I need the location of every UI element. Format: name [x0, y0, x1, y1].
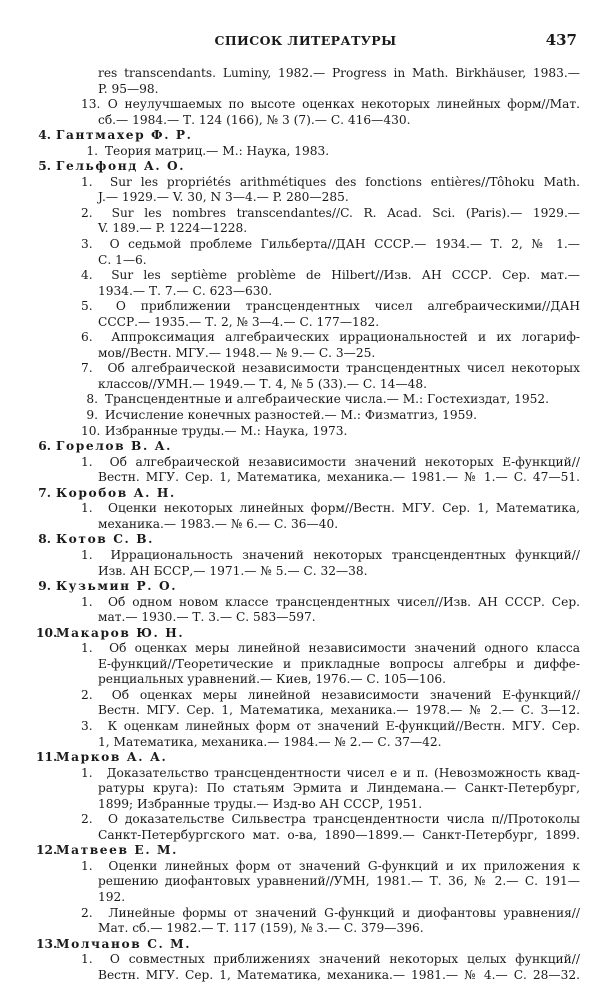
entry-continuation: 192. — [98, 889, 126, 904]
entry-number: 9. — [86, 408, 98, 423]
entry-number: 13. — [81, 97, 101, 112]
author-name: Горелов В. А. — [56, 439, 173, 454]
reference-entry — [36, 952, 580, 968]
author-heading — [36, 532, 580, 548]
entry-continuation: Вестн. МГУ. Сер. 1, Математика, механика.— 1978.— № 2.— С. 3—12. — [98, 703, 580, 718]
entry-text: Избранные труды.— М.: Наука, 1973. — [104, 423, 348, 438]
reference-entry — [36, 455, 580, 471]
author-name: Гантмахер Ф. Р. — [56, 128, 193, 143]
reference-entry — [36, 175, 580, 191]
entry-text: Иррациональность значений некоторых трансцендентных функций// — [110, 547, 580, 562]
entry-text: Линейные формы от значений G-функций и диофантовы уравнения// — [108, 905, 580, 920]
entry-number: 3. — [81, 718, 93, 733]
entry-text: Оценки некоторых линейных форм//Вестн. МГУ. Сер. 1, Математика, — [108, 501, 580, 516]
author-name: Марков А. А. — [56, 750, 168, 765]
author-number: 4. — [38, 128, 51, 143]
author-name: Молчанов С. М. — [56, 936, 192, 951]
reference-entry — [36, 237, 580, 253]
entry-continuation: 1934.— Т. 7.— С. 623—630. — [98, 283, 273, 298]
entry-number: 2. — [81, 812, 93, 827]
entry-continuation: ренциальных уравнений.— Киев, 1976.— С. 105—106. — [98, 672, 447, 687]
entry-text: О неулучшаемых по высоте оценках некоторых линейных форм//Мат. — [107, 97, 580, 112]
author-number: 13. — [36, 936, 58, 951]
entry-number: 1. — [81, 641, 93, 656]
reference-entry — [36, 268, 580, 284]
author-name: Кузьмин Р. О. — [56, 579, 178, 594]
entry-continuation: Мат. сб.— 1982.— Т. 117 (159), № 3.— С. 379—396. — [98, 921, 424, 936]
entry-continuation: классов//УМН.— 1949.— Т. 4, № 5 (33).— С. 14—48. — [98, 376, 428, 391]
reference-entry — [36, 299, 580, 315]
entry-number: 1. — [81, 858, 93, 873]
entry-number: 2. — [81, 205, 93, 220]
author-number: 12. — [36, 843, 58, 858]
reference-entry — [36, 906, 580, 922]
reference-entry — [36, 144, 580, 160]
entry-continuation: СССР.— 1935.— Т. 2, № 3—4.— С. 177—182. — [98, 314, 380, 329]
author-number: 5. — [38, 159, 51, 174]
entry-continuation: res transcendants. Luminy, 1982.— Progress in Math. Birkhäuser, 1983.— — [98, 66, 580, 80]
entry-text: Доказательство трансцендентности чисел e и π. (Невозможность квад- — [106, 765, 580, 780]
entry-text: Об оценках меры линейной независимости значений Е-функций// — [111, 687, 580, 702]
reference-entry — [36, 361, 580, 377]
entry-continuation: С. 1—6. — [98, 252, 147, 267]
author-number: 11. — [36, 750, 58, 765]
author-name: Котов С. В. — [56, 532, 154, 547]
entry-continuation: V. 189.— P. 1224—1228. — [98, 221, 248, 236]
author-name: Матвеев Е. М. — [56, 843, 178, 858]
reference-entry — [36, 501, 580, 517]
entry-continuation: ратуры круга): По статьям Эрмита и Линдемана.— Санкт-Петербург, — [98, 781, 580, 796]
reference-entry — [36, 766, 580, 782]
entry-number: 10. — [81, 423, 101, 438]
entry-continuation: Изв. АН БССР,— 1971.— № 5.— С. 32—38. — [98, 563, 368, 578]
entry-text: Об одном новом классе трансцендентных чисел//Изв. АН СССР. Сер. — [107, 594, 580, 609]
running-header-title: СПИСОК ЛИТЕРАТУРЫ — [214, 33, 397, 48]
reference-entry — [36, 719, 580, 735]
author-number: 6. — [38, 439, 51, 454]
author-heading — [36, 843, 580, 859]
entry-text: Трансцендентные и алгебраические числа.— М.: Гостехиздат, 1952. — [104, 392, 550, 407]
entry-number: 1. — [81, 454, 93, 469]
entry-text: Об алгебраической независимости значений некоторых Е-функций// — [109, 454, 580, 469]
entry-continuation: 1899; Избранные труды.— Изд-во АН СССР, 1951. — [98, 796, 423, 811]
entry-text: Sur les propriétés arithmétiques des fonctions entières//Tôhoku Math. — [109, 174, 580, 189]
author-heading — [36, 439, 580, 455]
entry-text: Об алгебраической независимости трансцендентных чисел некоторых — [107, 361, 580, 376]
reference-entry — [36, 97, 580, 113]
entry-text: К оценкам линейных форм от значений Е-функций//Вестн. МГУ. Сер. — [107, 718, 580, 733]
entry-text: Аппроксимация алгебраических иррациональностей и их логариф- — [111, 330, 580, 345]
entry-text: О совместных приближениях значений некоторых целых функций// — [109, 952, 580, 967]
entry-number: 5. — [81, 299, 93, 314]
author-heading — [36, 750, 580, 766]
entry-continuation: Е-функций//Теоретические и прикладные вопросы алгебры и диффе- — [98, 656, 580, 671]
author-number: 7. — [38, 485, 51, 500]
reference-entry — [36, 859, 580, 875]
reference-entry — [36, 688, 580, 704]
author-heading — [36, 486, 580, 502]
entry-text: Sur les septième problème de Hilbert//Изв. АН СССР. Сер. мат.— — [111, 268, 580, 283]
entry-number: 1. — [81, 765, 93, 780]
reference-entry — [36, 812, 580, 828]
entry-continuation: J.— 1929.— V. 30, N 3—4.— P. 280—285. — [98, 190, 349, 205]
entry-text: Исчисление конечных разностей.— М.: Физматгиз, 1959. — [104, 408, 478, 423]
entry-continuation: решению диофантовых уравнений//УМН, 1981.— Т. 36, № 2.— С. 191— — [98, 874, 580, 889]
reference-entry — [36, 408, 580, 424]
entry-text: Sur les nombres transcendantes//C. R. Acad. Sci. (Paris).— 1929.— — [111, 205, 580, 220]
entry-continuation: P. 95—98. — [98, 81, 159, 96]
entry-number: 8. — [86, 392, 98, 407]
entry-continuation: механика.— 1983.— № 6.— С. 36—40. — [98, 516, 339, 531]
reference-entry — [36, 424, 580, 440]
page-number: 437 — [545, 31, 577, 49]
entry-text: О приближении трансцендентных чисел алгебраическими//ДАН — [115, 299, 580, 314]
author-heading — [36, 159, 580, 175]
entry-number: 3. — [81, 237, 93, 252]
reference-entry — [36, 595, 580, 611]
reference-entry — [36, 206, 580, 222]
entry-number: 1. — [81, 594, 93, 609]
author-number: 9. — [38, 579, 51, 594]
author-heading — [36, 128, 580, 144]
entry-continuation: 1, Математика, механика.— 1984.— № 2.— С. 37—42. — [98, 734, 442, 749]
entry-number: 1. — [81, 501, 93, 516]
entry-number: 4. — [81, 268, 93, 283]
reference-entry — [36, 330, 580, 346]
reference-entry — [36, 392, 580, 408]
entry-continuation: Вестн. МГУ. Сер. 1, Математика, механика.— 1981.— № 4.— С. 28—32. — [98, 967, 580, 982]
author-heading — [36, 579, 580, 595]
reference-entry — [36, 548, 580, 564]
entry-number: 2. — [81, 905, 93, 920]
author-name: Макаров Ю. Н. — [56, 625, 185, 640]
entry-number: 1. — [81, 547, 93, 562]
entry-continuation: Санкт-Петербургского мат. о-ва, 1890—1899.— Санкт-Петербург, 1899. — [98, 827, 580, 842]
entry-number: 1. — [86, 143, 98, 158]
entry-text: Теория матриц.— М.: Наука, 1983. — [104, 143, 330, 158]
entry-text: Оценки линейных форм от значений G-функций и их приложения к — [108, 858, 580, 873]
entry-number: 6. — [81, 330, 93, 345]
entry-number: 1. — [81, 952, 93, 967]
author-name: Гельфонд А. О. — [56, 159, 186, 174]
entry-text: О седьмой проблеме Гильберта//ДАН СССР.— 1934.— Т. 2, № 1.— — [109, 237, 580, 252]
author-name: Коробов А. Н. — [56, 485, 176, 500]
entry-continuation: сб.— 1984.— Т. 124 (166), № 3 (7).— С. 416—430. — [98, 112, 411, 127]
author-number: 8. — [38, 532, 51, 547]
entry-continuation: мов//Вестн. МГУ.— 1948.— № 9.— С. 3—25. — [98, 345, 376, 360]
entry-number: 1. — [81, 174, 93, 189]
author-heading — [36, 626, 580, 642]
author-number: 10. — [36, 625, 58, 640]
reference-list — [36, 66, 580, 983]
entry-number: 7. — [81, 361, 93, 376]
entry-continuation: мат.— 1930.— Т. 3.— С. 583—597. — [98, 610, 316, 625]
reference-entry — [36, 641, 580, 657]
entry-number: 2. — [81, 687, 93, 702]
entry-text: О доказательстве Сильвестра трансцендентности числа π//Протоколы — [107, 812, 580, 827]
entry-text: Об оценках меры линейной независимости значений одного класса — [109, 641, 580, 656]
entry-continuation: Вестн. МГУ. Сер. 1, Математика, механика.— 1981.— № 1.— С. 47—51. — [98, 470, 580, 485]
